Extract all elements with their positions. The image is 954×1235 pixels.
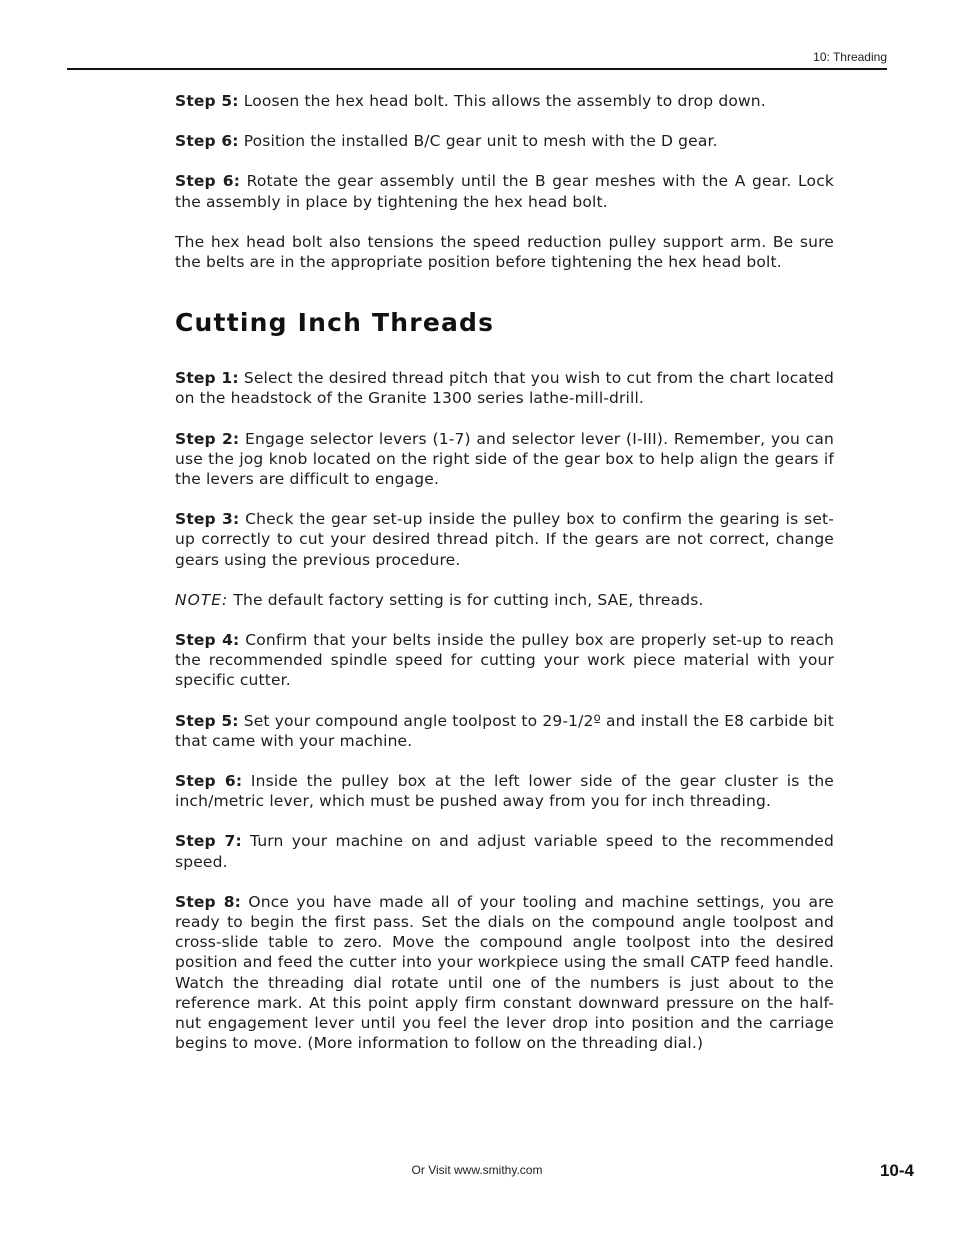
- header-rule: [67, 68, 887, 70]
- step-text: Confirm that your belts inside the pulley box are properly set-up to reach the recommended spindle speed for cutting your work piece material with your specific cutter.: [175, 631, 834, 690]
- step-7: [175, 831, 834, 871]
- step-label: Step 7:: [175, 832, 242, 851]
- step-3: [175, 509, 834, 570]
- step-5: [175, 711, 834, 751]
- paragraph-text: Rotate the gear assembly until the B gear meshes with the A gear. Lock the assembly in place by tightening the hex head bolt.: [175, 172, 834, 211]
- step-label: Step 2:: [175, 429, 240, 448]
- step-text: Engage selector levers (1-7) and selector lever (I-III). Remember, you can use the jog knob located on the right side of the gear box to help align the gears if the levers are difficult to engage.: [175, 429, 834, 489]
- step-8: [175, 892, 834, 1054]
- paragraph-step-5: [175, 91, 834, 111]
- paragraph-hex-bolt-note: [175, 232, 834, 272]
- step-text: Set your compound angle toolpost to 29-1/2º and install the E8 carbide bit that came with your machine.: [175, 711, 834, 750]
- paragraph-step-6b: [175, 171, 834, 211]
- page-content: [175, 91, 834, 1074]
- step-text: Inside the pulley box at the left lower side of the gear cluster is the inch/metric lever, which must be pushed away from you for inch threading.: [175, 772, 834, 811]
- step-1: [175, 368, 834, 408]
- step-label: Step 6:: [175, 772, 243, 791]
- step-4: [175, 630, 834, 691]
- footer-website: Or Visit www.smithy.com: [411, 1163, 543, 1177]
- note-label: NOTE:: [175, 590, 229, 609]
- step-label: Step 6:: [175, 132, 239, 151]
- paragraph-text: Loosen the hex head bolt. This allows the assembly to drop down.: [238, 92, 766, 110]
- step-label: Step 4:: [175, 631, 240, 650]
- step-label: Step 1:: [175, 369, 239, 388]
- note-text: The default factory setting is for cutting inch, SAE, threads.: [228, 590, 704, 609]
- step-text: Turn your machine on and adjust variable speed to the recommended speed.: [175, 832, 834, 871]
- step-text: Check the gear set-up inside the pulley box to confirm the gearing is set-up correctly to cut your desired thread pitch. If the gears are not correct, change gears using the previous procedure.: [175, 510, 834, 569]
- section-title: Cutting Inch Threads: [175, 308, 495, 338]
- step-label: Step 5:: [175, 711, 239, 730]
- chapter-header: 10: Threading: [813, 50, 887, 64]
- paragraph-text: The hex head bolt also tensions the speed reduction pulley support arm. Be sure the belts are in the appropriate position before tightening the hex head bolt.: [175, 232, 834, 272]
- step-text: Select the desired thread pitch that you wish to cut from the chart located on the headstock of the Granite 1300 series lathe-mill-drill.: [175, 369, 834, 408]
- step-label: Step 3:: [175, 510, 240, 529]
- page-number: 10-4: [879, 1161, 914, 1180]
- step-2: [175, 429, 834, 490]
- step-label: Step 6:: [175, 172, 241, 191]
- paragraph-step-6a: [175, 131, 834, 151]
- step-label: Step 5:: [175, 92, 239, 110]
- paragraph-text: Position the installed B/C gear unit to mesh with the D gear.: [238, 132, 718, 151]
- step-label: Step 8:: [175, 892, 241, 911]
- step-6: [175, 771, 834, 811]
- step-text: Once you have made all of your tooling and machine settings, you are ready to begin the first pass. Set the dials on the compound angle toolpost and cross-slide table to zero. Move the compound angle toolpost into the desired position and feed the cutter into your workpiece using the small CATP feed handle. Watch the threading dial rotate until one of the numbers is just about to the reference mark. At this point apply firm constant downward pressure on the half-nut engagement lever until you feel the lever drop into position and the carriage begins to move. (More information to follow on the threading dial.): [175, 892, 834, 1053]
- note: [175, 590, 834, 610]
